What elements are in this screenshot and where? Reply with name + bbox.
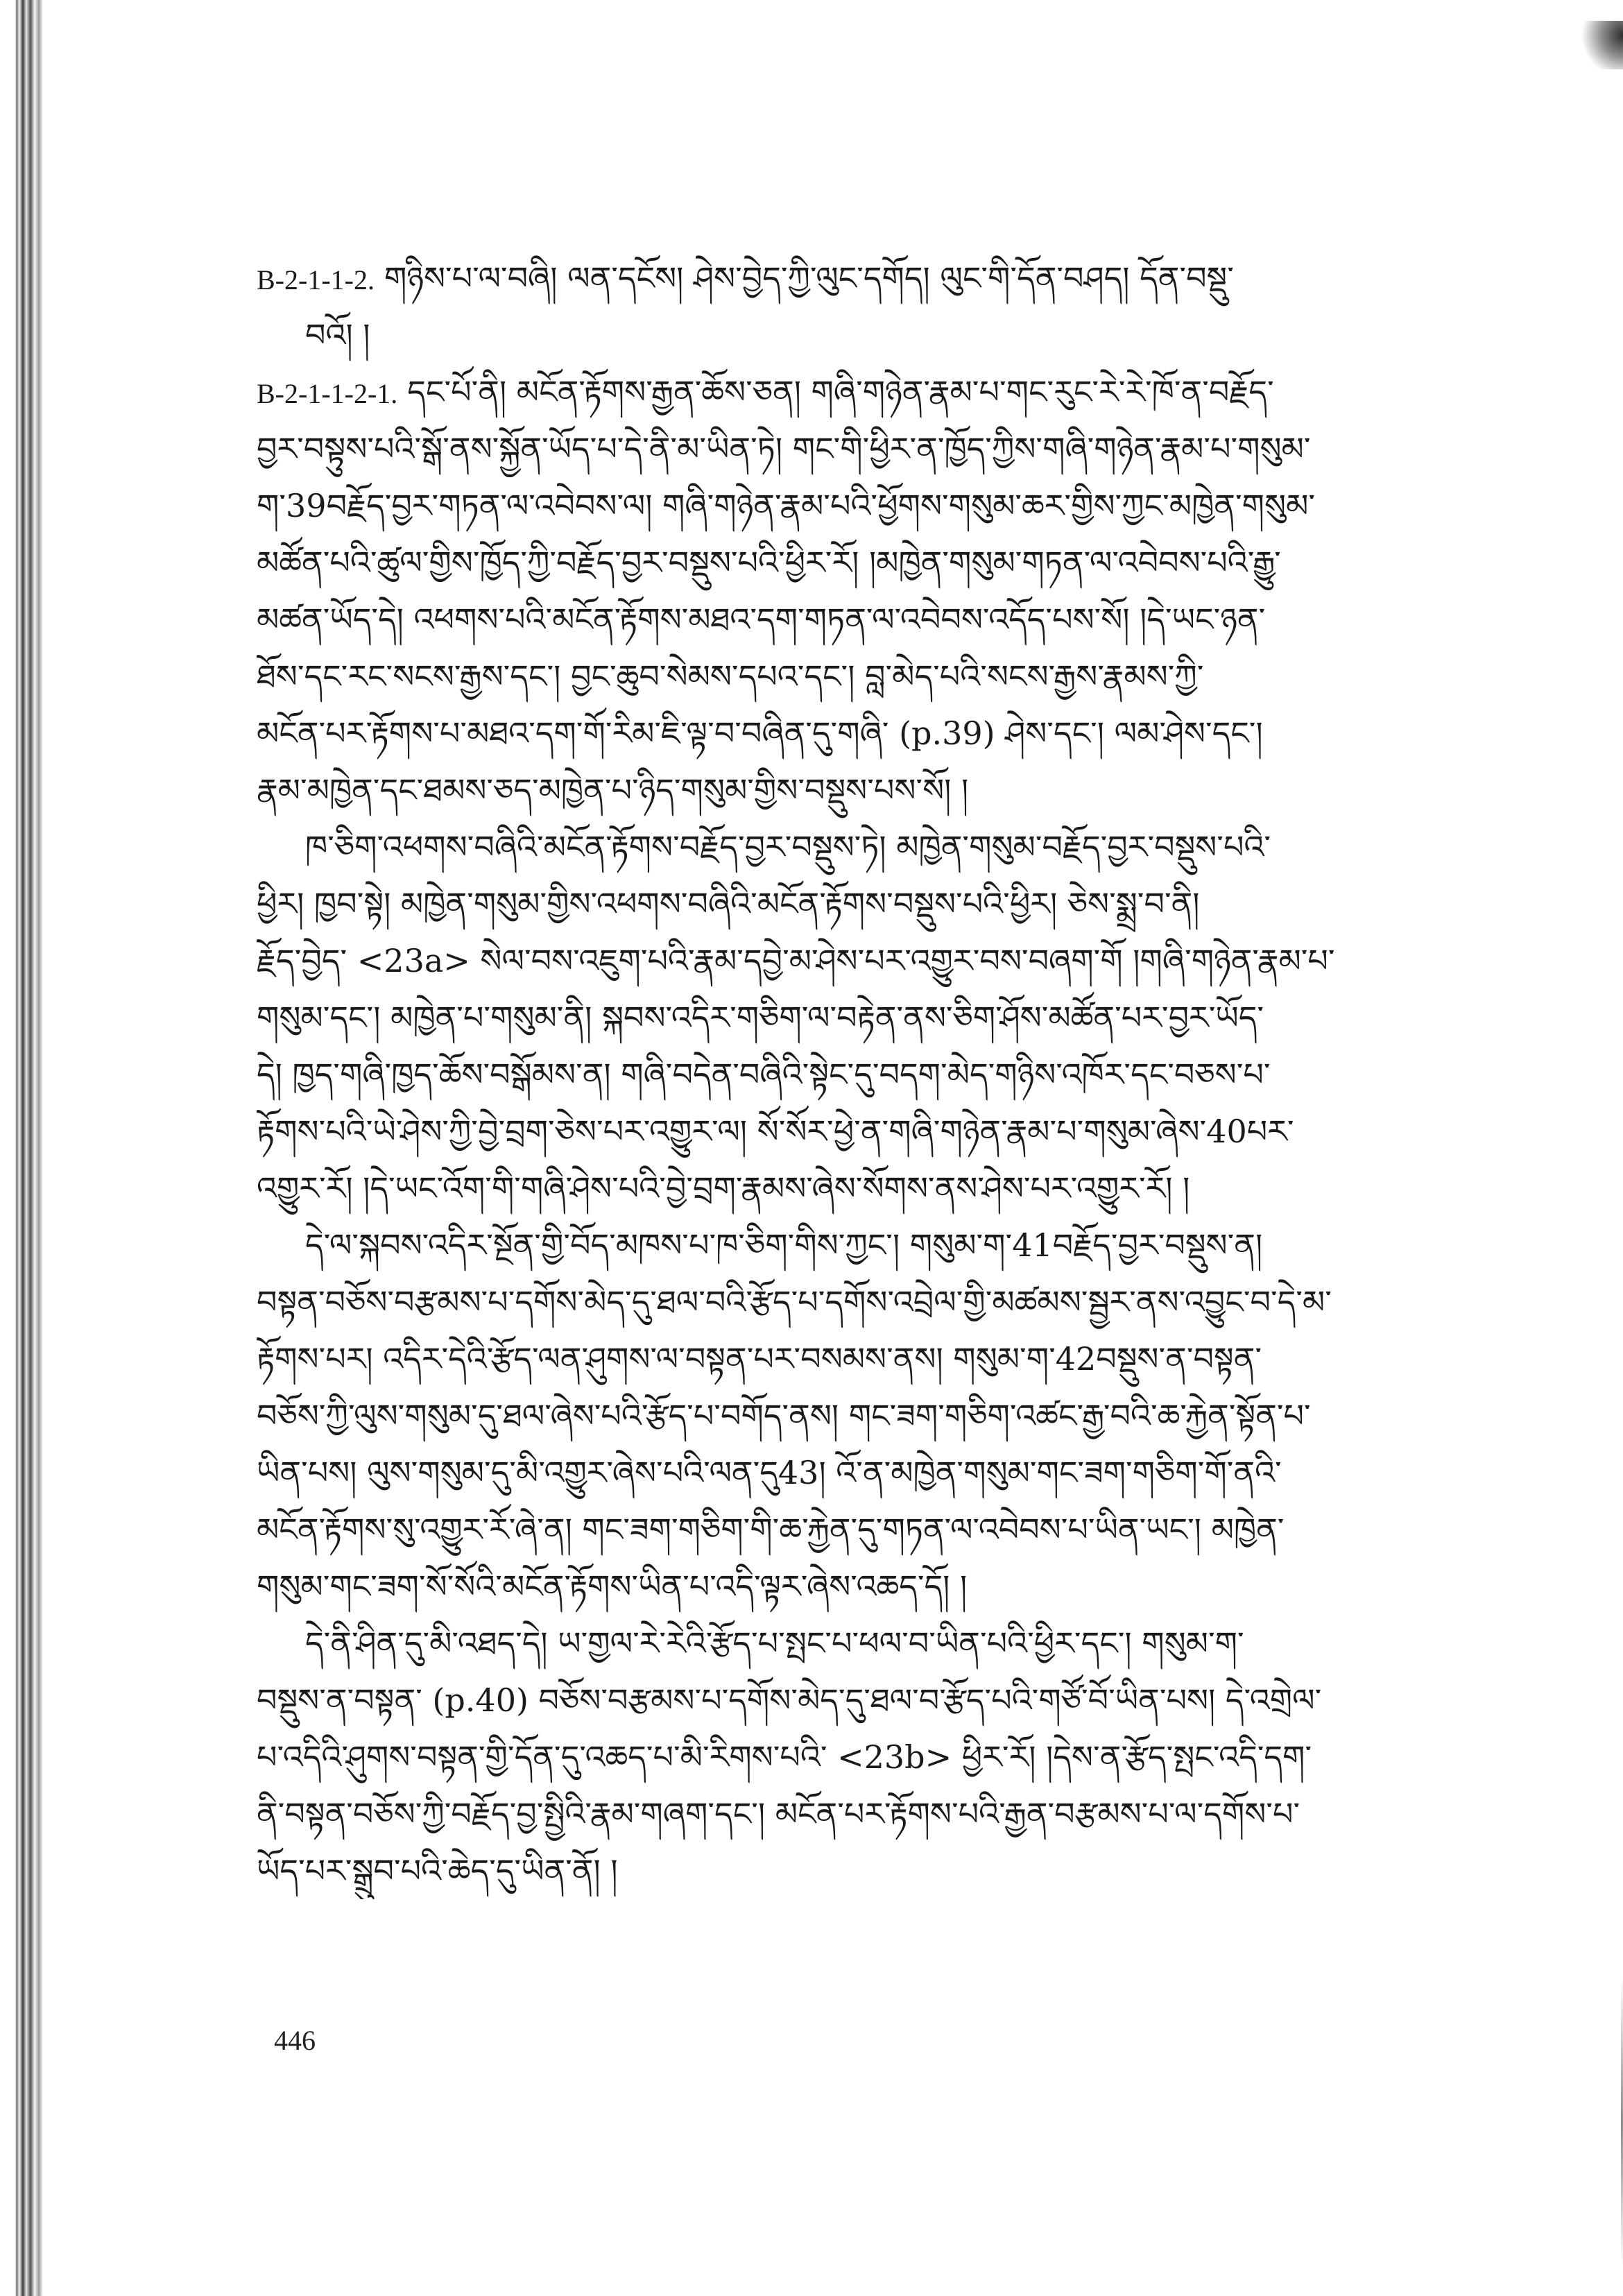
text-line-16 [257,1103,1512,1160]
line-text: དེ་ལ་སྐབས་འདིར་སྔོན་གྱི་བོད་མཁས་པ་ཁ་ཅིག་གིས་ཀྱང་། གསུམ་ག་41བརྗོད་བྱར་བསྡུས་ན། [305,1226,1263,1264]
text-line-8 [257,648,1512,705]
page-number: 446 [274,2025,316,2056]
line-text: པ་འདིའི་ཤུགས་བསྟན་གྱི་དོན་དུ་འཆད་པ་མི་རིགས་པའི་ <23b> ཕྱིར་རོ། །དེས་ན་རྩོད་སྤང་འདི་དག་ [257,1738,1312,1776]
line-text: མཚན་ཡོད་དེ། འཕགས་པའི་མངོན་རྟོགས་མཐའ་དག་གཏན་ལ་འབེབས་འདོད་པས་སོ། །དེ་ཡང་ཉན་ [257,601,1266,638]
text-line-29 [257,1842,1512,1899]
text-line-26 [257,1672,1512,1729]
text-line-4 [257,420,1512,477]
book-binding-shadow [0,0,49,2296]
text-line-24 [257,1558,1512,1615]
text-line-18 [257,1217,1512,1274]
line-text: བཅོས་ཀྱི་ལུས་གསུམ་དུ་ཐལ་ཞེས་པའི་རྩོད་པ་བགོད་ནས། གང་ཟག་གཅིག་འཚང་རྒྱ་བའི་ཆ་རྐྱེན་སྟོན་པ་ [257,1397,1311,1434]
text-line-23 [257,1501,1512,1558]
line-text: དེ། ཁྱད་གཞི་ཁྱད་ཆོས་བསྒོམས་ན། གཞི་བདེན་བཞིའི་སྟེང་དུ་བདག་མེད་གཉིས་འཁོར་དང་བཅས་པ་ [257,1056,1271,1093]
text-line-2 [257,307,1512,363]
line-text: ཡོད་པར་སྒྲུབ་པའི་ཆེད་དུ་ཡིན་ནོ། ། [257,1852,618,1890]
page-body [257,250,1512,1899]
line-text: དེ་ནི་ཤིན་དུ་མི་འཐད་དེ། ཡ་གྱལ་རེ་རེའི་རྩོད་པ་སྤང་པ་ཕལ་བ་ཡིན་པའི་ཕྱིར་དང་། གསུམ་ག་ [305,1625,1244,1662]
line-text: རྟོགས་པའི་ཡེ་ཤེས་ཀྱི་བྱེ་བྲག་ཅེས་པར་འགྱུར་ལ། སོ་སོར་ཕྱེ་ན་གཞི་གཉེན་རྣམ་པ་གསུམ་ཞེས་40པར་ [257,1113,1294,1150]
text-line-15 [257,1046,1512,1103]
scan-corner-mark [1574,21,1623,69]
text-line-13 [257,932,1512,989]
text-line-22 [257,1444,1512,1501]
line-text: གཉིས་པ་ལ་བཞི། ལན་དངོས། ཤེས་བྱེད་ཀྱི་ལུང་དགོད། ལུང་གི་དོན་བཤད། དོན་བསྡུ་ [384,259,1234,297]
text-line-11 [257,819,1512,875]
text-line-9 [257,705,1512,762]
line-text: ཕྱིར། ཁྱབ་སྟེ། མཁྱེན་གསུམ་གྱིས་འཕགས་བཞིའི་མངོན་རྟོགས་བསྡུས་པའི་ཕྱིར། ཅེས་སྨྲ་བ་ནི། [257,885,1200,923]
line-text: རྟོགས་པར། འདིར་དེའི་རྩོད་ལན་ཤུགས་ལ་བསྟན་པར་བསམས་ནས། གསུམ་ག་42བསྡུས་ན་བསྟན་ [257,1340,1262,1378]
text-line-6 [257,534,1512,591]
line-text: བའོ། ། [305,316,370,354]
line-text: གསུམ་དང་། མཁྱེན་པ་གསུམ་ནི། སྐབས་འདིར་གཅིག་ལ་བརྟེན་ནས་ཅིག་ཤོས་མཚོན་པར་བྱར་ཡོད་ [257,999,1264,1036]
section-label-b-2-1-1-2: B-2-1-1-2. [257,264,375,295]
line-text: བྱར་བསྟུས་པའི་སྒོ་ནས་སྐྱོན་ཡོད་པ་དེ་ནི་མ་ཡིན་ཏེ། གང་གི་ཕྱིར་ན་ཁྱོད་ཀྱིས་གཞི་གཉེན་རྣམ་པ་གསུམ་ [257,430,1311,468]
line-text: མངོན་པར་རྟོགས་པ་མཐའ་དག་གོ་རིམ་ཇི་ལྟ་བ་བཞིན་དུ་གཞི་ (p.39) ཤེས་དང་། ལམ་ཤེས་དང་། [257,714,1263,752]
line-text: རྣམ་མཁྱེན་དང་ཐམས་ཅད་མཁྱེན་པ་ཉིད་གསུམ་གྱིས་བསྡུས་པས་སོ། ། [257,771,969,809]
line-text: ནི་བསྟན་བཅོས་ཀྱི་བརྗོད་བྱ་སྤྱིའི་རྣམ་གཞག་དང་། མངོན་པར་རྟོགས་པའི་རྒྱན་བརྩམས་པ་ལ་དགོས་པ་ [257,1795,1300,1833]
text-line-10 [257,762,1512,819]
section-label-b-2-1-1-2-1: B-2-1-1-2-1. [257,378,398,409]
line-text: གསུམ་གང་ཟག་སོ་སོའི་མངོན་རྟོགས་ཡིན་པ་འདི་ལྟར་ཞེས་འཆད་དོ། ། [257,1568,968,1605]
line-text: མཚོན་པའི་ཚུལ་གྱིས་ཁྱོད་ཀྱི་བརྗོད་བྱར་བསྡུས་པའི་ཕྱིར་རོ། །མཁྱེན་གསུམ་གཏན་ལ་འབེབས་པའི་རྒྱུ་ [257,544,1281,581]
text-line-1 [257,250,1512,307]
line-text: རྗོད་བྱེད་ <23a> སེལ་བས་འཇུག་པའི་རྣམ་དབྱེ་མ་ཤེས་པར་འགྱུར་བས་བཞག་གོ །གཞི་གཉེན་རྣམ་པ་ [257,942,1335,979]
text-line-25 [257,1615,1512,1672]
text-line-5 [257,477,1512,534]
text-line-12 [257,875,1512,932]
line-text: ཁ་ཅིག་འཕགས་བཞིའི་མངོན་རྟོགས་བརྗོད་བྱར་བསྡུས་ཏེ། མཁྱེན་གསུམ་བརྗོད་བྱར་བསྡུས་པའི་ [305,828,1271,866]
line-text: འགྱུར་རོ། །དེ་ཡང་འོག་གི་གཞི་ཤེས་པའི་བྱེ་བྲག་རྣམས་ཞེས་སོགས་ནས་ཤེས་པར་འགྱུར་རོ། ། [257,1170,1190,1207]
text-line-19 [257,1274,1512,1330]
line-text: བསྡུས་ན་བསྟན་ (p.40) བཅོས་བརྩམས་པ་དགོས་མེད་དུ་ཐལ་བ་རྩོད་པའི་གཙོ་བོ་ཡིན་པས། དེ་འགྲེལ་ [257,1681,1322,1719]
line-text: ཐོས་དང་རང་སངས་རྒྱས་དང་། བྱང་ཆུབ་སེམས་དཔའ་དང་། བླ་མེད་པའི་སངས་རྒྱས་རྣམས་ཀྱི་ [257,658,1204,695]
text-line-28 [257,1785,1512,1842]
text-line-17 [257,1160,1512,1217]
text-line-7 [257,591,1512,648]
line-text: ག་39བརྗོད་བྱར་གཏན་ལ་འབེབས་ལ། གཞི་གཉེན་རྣམ་པའི་ཕྱོགས་གསུམ་ཆར་གྱིས་ཀྱང་མཁྱེན་གསུམ་ [257,487,1316,524]
text-line-27 [257,1729,1512,1785]
line-text: ཡིན་པས། ལུས་གསུམ་དུ་མི་འགྱུར་ཞེས་པའི་ལན་དུ43། འོ་ན་མཁྱེན་གསུམ་གང་ཟག་གཅིག་གོ་ནའི་ [257,1454,1282,1491]
line-text: མངོན་རྟོགས་སུ་འགྱུར་རོ་ཞེ་ན། གང་ཟག་གཅིག་གི་ཆ་རྐྱེན་དུ་གཏན་ལ་འབེབས་པ་ཡིན་ཡང་། མཁྱེན་ [257,1511,1285,1548]
line-text: དང་པོ་ནི། མངོན་རྟོགས་རྒྱན་ཆོས་ཅན། གཞི་གཉེན་རྣམ་པ་གང་རུང་རེ་རེ་ཁོ་ན་བརྗོད་ [407,373,1274,411]
text-line-14 [257,989,1512,1046]
text-line-20 [257,1330,1512,1387]
text-line-3 [257,363,1512,420]
text-line-21 [257,1387,1512,1444]
line-text: བསྟན་བཅོས་བརྩམས་པ་དགོས་མེད་དུ་ཐལ་བའི་རྩོད་པ་དགོས་འབྲེལ་གྱི་མཚམས་སྦྱར་ནས་འབྱུང་བ་དེ་མ་ [257,1283,1332,1321]
